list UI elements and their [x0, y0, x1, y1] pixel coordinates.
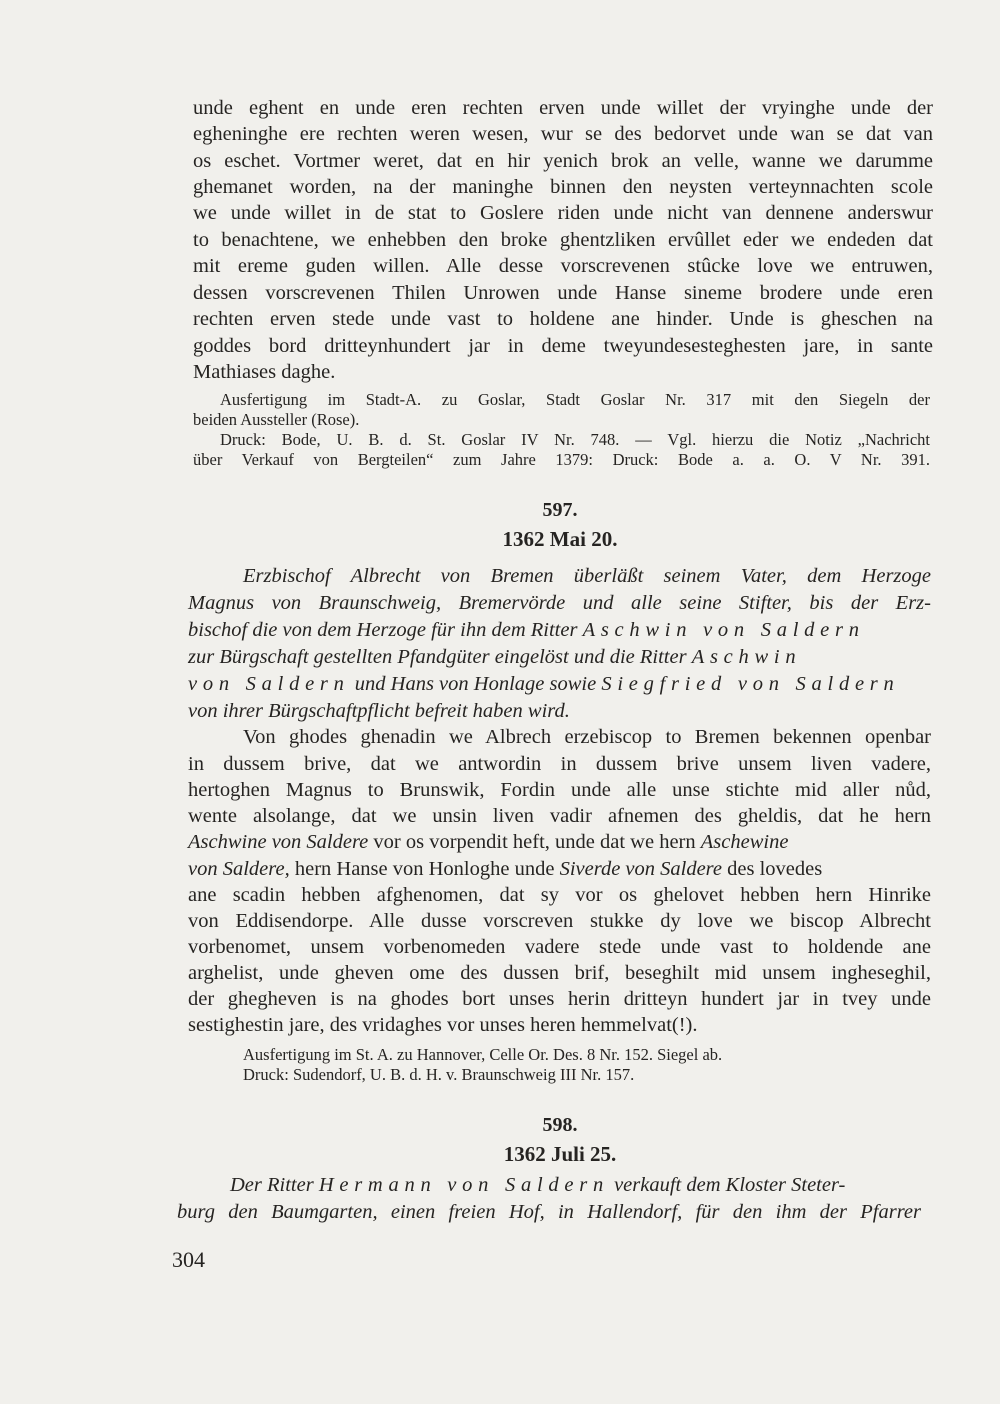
print-note: Druck: Bode, U. B. d. St. Goslar IV Nr. 748. — Vgl. hierzu die Notiz „Nachricht: [220, 430, 930, 449]
regest-text: Der Ritter: [230, 1174, 314, 1196]
page-number: 304: [172, 1247, 205, 1272]
text-line: vorbenomet, unsem vorbenomeden vadere stede unde vast to holdende ane: [188, 936, 931, 958]
regest-line: [188, 644, 801, 670]
regest-line: von ihrer Bürgschaftpflicht befreit haben wird.: [188, 700, 570, 722]
text-span: hern Hanse von Honloghe unde: [294, 858, 555, 880]
text-line: von Eddisendorpe. Alle dusse vorscreven stukke dy love we biscop Albrecht: [188, 910, 931, 932]
regest-line: Erzbischof Albrecht von Bremen überläßt seinem Vater, dem Herzoge: [243, 565, 931, 587]
text-line: we unde willet in de stat to Goslere riden unde nicht van dennene anderswur: [193, 202, 933, 224]
regest-line: Magnus von Braunschweig, Bremervörde und alle seine Stifter, bis der Erz-: [188, 592, 931, 614]
person-name: Aschwin von Saldern: [582, 619, 865, 641]
name-italic: Aschwine von Saldere: [188, 831, 369, 853]
person-name: Siegfried von Saldern: [601, 673, 900, 695]
document-date: 1362 Juli 25.: [503, 1142, 617, 1166]
text-line: sestighestin jare, des vridaghes vor unses heren hemmelvat(!).: [188, 1014, 698, 1036]
text-line: goddes bord dritteynhundert jar in deme tweyundesesteghesten jare, in sante: [193, 335, 933, 357]
text-line: Von ghodes ghenadin we Albrech erzebiscop to Bremen bekennen openbar: [243, 726, 931, 748]
source-note: Ausfertigung im Stadt-A. zu Goslar, Stadt Goslar Nr. 317 mit den Siegeln der: [220, 390, 930, 409]
person-name: Aschwin: [691, 646, 802, 668]
text-span: des lovedes: [727, 858, 823, 880]
text-line: ane scadin hebben afghenomen, dat sy vor os ghelovet hebben hern Hinrike: [188, 884, 931, 906]
text-line: der ghegheven is na ghodes bort unses herin dritteyn hundert jar in tvey unde: [188, 988, 931, 1010]
text-line: in dussem brive, dat we antwordin in dussem brive unsem liven vadere,: [188, 753, 931, 775]
text-line: Mathiases daghe.: [193, 361, 336, 383]
name-italic: Aschewine: [700, 831, 789, 853]
text-line: arghelist, unde gheven ome des dussen brif, beseghilt mid unsem ingheseghil,: [188, 962, 931, 984]
source-note: beiden Aussteller (Rose).: [193, 410, 360, 429]
document-date: 1362 Mai 20.: [502, 527, 618, 551]
regest-text: bischof die von dem Herzoge für ihn dem Ritter: [188, 619, 578, 641]
print-note: Druck: Sudendorf, U. B. d. H. v. Braunschweig III Nr. 157.: [243, 1065, 635, 1084]
document-number: 597.: [542, 499, 578, 521]
regest-line: burg den Baumgarten, einen freien Hof, in Hallendorf, für den ihm der Pfarrer: [177, 1201, 921, 1223]
text-span: vor os vorpendit heft, unde dat we hern: [373, 831, 696, 853]
text-line: os eschet. Vortmer weret, dat en hir yenich brok an velle, wanne we darumme: [193, 150, 933, 172]
text-line: [188, 829, 788, 855]
name-italic: von Saldere,: [188, 858, 290, 880]
text-line: to benachtene, we enhebben den broke ghentzliken ervûllet eder we endeden dat: [193, 229, 933, 251]
text-line: unde eghent en unde eren rechten erven unde willet der vryinghe unde der: [193, 97, 933, 119]
text-line: rechten erven stede unde vast to holdene ane hinder. Unde is gheschen na: [193, 308, 933, 330]
source-note: Ausfertigung im St. A. zu Hannover, Celle Or. Des. 8 Nr. 152. Siegel ab.: [243, 1045, 723, 1064]
text-line: wente alsolange, dat we unsin liven vadir afnemen des gheldis, dat he hern: [188, 805, 931, 827]
regest-line: [230, 1172, 845, 1198]
regest-line: [188, 617, 865, 643]
name-italic: Siverde von Saldere: [559, 858, 722, 880]
person-name: von Saldern: [188, 673, 350, 695]
regest-line: [188, 671, 900, 697]
regest-text: zur Bürgschaft gestellten Pfandgüter eingelöst und die Ritter: [188, 646, 687, 668]
print-note: über Verkauf von Bergteilen“ zum Jahre 1379: Druck: Bode a. a. O. V Nr. 391.: [193, 450, 930, 469]
regest-text: und Hans von Honlage sowie: [354, 673, 597, 695]
document-number: 598.: [542, 1114, 578, 1136]
text-line: hertoghen Magnus to Brunswik, Fordin unde alle unse stichte mid aller nůd,: [188, 779, 931, 801]
regest-text: verkauft dem Kloster Steter-: [614, 1174, 846, 1196]
person-name: Hermann von Saldern: [318, 1174, 609, 1196]
text-line: ghemanet worden, na der maninghe binnen den neysten verteynnachten scole: [193, 176, 933, 198]
text-line: [188, 856, 822, 882]
text-line: dessen vorscrevenen Thilen Unrowen unde Hanse sineme brodere unde eren: [193, 282, 933, 304]
text-line: egheninghe ere rechten weren wesen, wur se des bedorvet unde wan se dat van: [193, 123, 933, 145]
text-line: mit ereme guden willen. Alle desse vorscrevenen stûcke love we entruwen,: [193, 255, 933, 277]
